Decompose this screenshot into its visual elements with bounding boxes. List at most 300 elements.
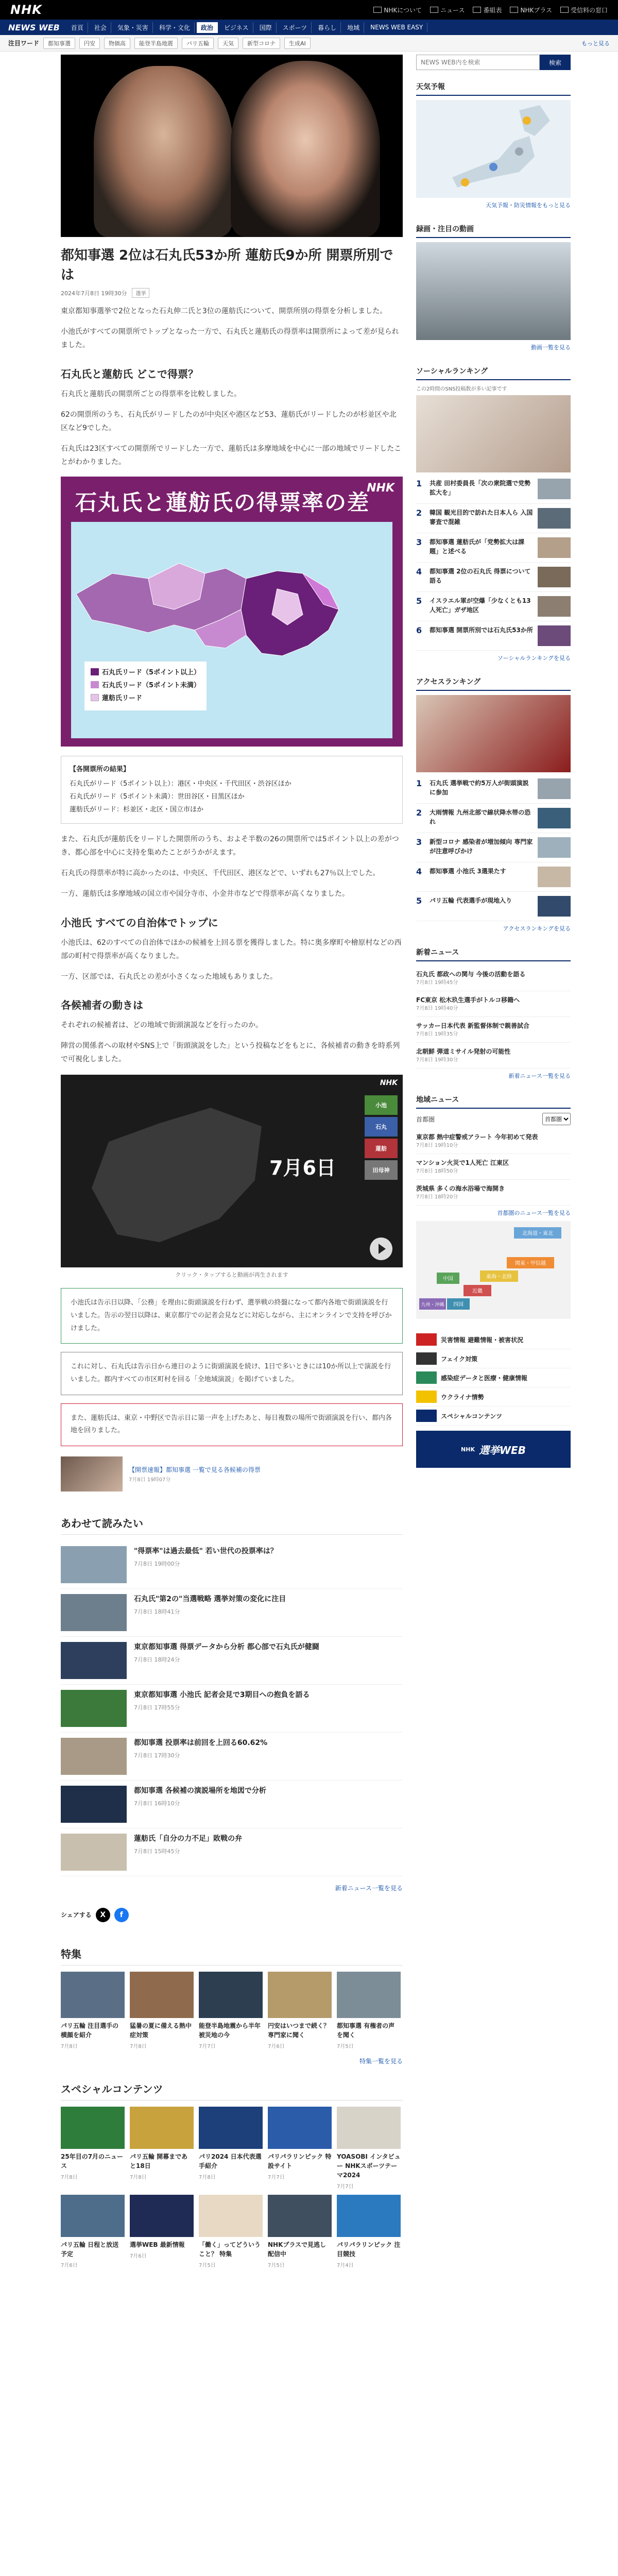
article-paragraph: 石丸氏の得票率が特に高かったのは、中央区、千代田区、港区などで、いずれも27％以上でした。 <box>61 869 380 878</box>
special-date: 7月8日 <box>130 2174 147 2180</box>
related-date: 7月8日 19時07分 <box>129 1477 171 1483</box>
regional-news-item[interactable] <box>416 1154 571 1180</box>
election-web-banner[interactable] <box>416 1431 571 1468</box>
feature-thumbnail <box>199 1972 263 2018</box>
ranking-title: 石丸氏 選挙戦で約5万人が街頭演説に参加 <box>430 779 529 796</box>
service-link[interactable] <box>416 1330 571 1349</box>
special-title: パリパラリンピック 特設サイト <box>268 2153 332 2170</box>
special-title: 「働く」ってどういうこと？ 特集 <box>199 2241 261 2258</box>
special-card[interactable] <box>268 2195 332 2268</box>
category-tab[interactable]: 国際 <box>255 22 277 33</box>
regional-news-title: マンション火災で1人死亡 江東区 <box>416 1159 509 1166</box>
rank-number: 2 <box>416 508 422 518</box>
latest-news-title: 北朝鮮 弾道ミサイル発射の可能性 <box>416 1048 511 1055</box>
special-title: パリパラリンピック 注目競技 <box>337 2241 401 2258</box>
regional-news-item[interactable] <box>416 1128 571 1154</box>
recommend-thumbnail <box>61 1690 127 1727</box>
rank-number: 5 <box>416 596 422 606</box>
features-heading: 特集 <box>61 1946 403 1965</box>
feature-thumbnail <box>268 1972 332 2018</box>
recommend-more-link[interactable]: 新着ニュース一覧を見る <box>335 1884 403 1892</box>
ranking-thumbnail <box>538 778 571 799</box>
trending-label: 注目ワード <box>8 40 40 47</box>
section-heading: 石丸氏と蓮舫氏 どこで得票？ <box>61 368 198 381</box>
rank-number: 3 <box>416 837 422 847</box>
special-thumbnail <box>199 2195 263 2237</box>
recommend-thumbnail <box>61 1642 127 1679</box>
video-date-label: 7月6日 <box>269 1157 336 1180</box>
article-paragraph: 小池氏は、62のすべての自治体でほかの候補を上回る票を獲得しました。特に奥多摩町や檜原村などの西部の町村で得票率が高くなりました。 <box>61 938 402 960</box>
region-select[interactable] <box>542 1113 571 1125</box>
region-block-label: 関東・甲信越 <box>515 1261 546 1266</box>
section-heading: 各候補者の動きは <box>61 999 143 1012</box>
ranking-title: 都知事選 2位の石丸氏 得票について語る <box>430 568 531 584</box>
legend-label: 石丸氏リード（5ポイント以上） <box>102 669 201 677</box>
latest-news-title: サッカー日本代表 新監督体制で親善試合 <box>416 1022 529 1029</box>
category-tab[interactable]: NEWS WEB EASY <box>366 23 427 32</box>
feature-card[interactable] <box>268 1972 332 2049</box>
feature-card[interactable] <box>337 1972 401 2049</box>
ranking-thumbnail <box>538 896 571 917</box>
category-bar <box>0 20 618 35</box>
special-card[interactable] <box>130 2195 194 2268</box>
recommend-thumbnail <box>61 1594 127 1631</box>
recommend-date: 7月8日 17時30分 <box>134 1752 180 1759</box>
legend-swatch <box>91 668 99 675</box>
legend-item <box>91 680 200 692</box>
special-date: 7月6日 <box>130 2253 147 2259</box>
camera-heading: 録画・注目の動画 <box>416 221 571 238</box>
sun-icon <box>523 116 531 125</box>
social-ranking-photo[interactable] <box>416 395 571 472</box>
special-thumbnail <box>130 2107 194 2149</box>
video-map <box>92 1095 262 1250</box>
recommend-date: 7月8日 17時55分 <box>134 1704 180 1711</box>
special-card[interactable] <box>337 2107 401 2190</box>
recommend-date: 7月8日 16時10分 <box>134 1800 180 1807</box>
article-paragraph: 陣営の関係者への取材やSNS上で「街頭演説をした」という投稿などをもとに、各候補者の動きを時系列で可視化しました。 <box>61 1042 400 1064</box>
feature-title: 都知事選 有権者の声を聞く <box>337 2022 395 2039</box>
hero-photo <box>61 55 403 237</box>
search-button[interactable]: 検索 <box>540 55 571 70</box>
article-paragraph: また、石丸氏が蓮舫氏をリードした開票所のうち、およそ半数の26の開票所では5ポイント以上の差がつき、都心部を中心に支持を集めたことがうかがえます。 <box>61 835 399 857</box>
results-summary-line: 石丸氏がリード（5ポイント以上）：港区・中央区・千代田区・渋谷区ほか <box>70 780 291 788</box>
category-tab[interactable]: ビジネス <box>220 22 253 33</box>
latest-news-item[interactable] <box>416 1043 571 1069</box>
fake-check-icon <box>416 1352 437 1365</box>
global-nav-label: NHKについて <box>384 6 422 14</box>
global-nav-item[interactable] <box>560 6 608 14</box>
regional-news-date: 7月8日 18時50分 <box>416 1168 458 1174</box>
recommend-title: 東京都知事選 得票データから分析 都心部で石丸氏が健闘 <box>134 1642 319 1651</box>
service-label: フェイク対策 <box>441 1355 478 1363</box>
service-link[interactable] <box>416 1387 571 1406</box>
recommend-item[interactable] <box>61 1828 403 1876</box>
share-bar <box>61 1908 403 1922</box>
camera-more-link[interactable]: 動画一覧を見る <box>531 344 571 351</box>
trending-tag[interactable]: 新型コロナ <box>243 38 280 49</box>
recommend-item[interactable] <box>61 1637 403 1685</box>
special-thumbnail <box>61 2107 125 2149</box>
feature-card[interactable] <box>61 1972 125 2049</box>
ranking-item[interactable] <box>416 592 571 621</box>
feature-date: 7月7日 <box>199 2043 216 2049</box>
special-title: 25年目の7月のニュース <box>61 2153 124 2170</box>
global-nav-label: ニュース <box>440 6 465 14</box>
regional-news-more-link[interactable]: 首都圏のニュース一覧を見る <box>497 1210 571 1216</box>
ukraine-icon <box>416 1391 437 1403</box>
sun-icon <box>461 178 469 187</box>
access-ranking-heading: アクセスランキング <box>416 673 571 691</box>
service-link[interactable] <box>416 1368 571 1387</box>
global-nav <box>373 6 608 14</box>
section-heading: 小池氏 すべての自治体でトップに <box>61 916 218 929</box>
ranking-item[interactable] <box>416 474 571 504</box>
special-thumbnail <box>61 2195 125 2237</box>
article-date: 2024年7月8日 19時30分 <box>61 290 127 297</box>
region-block-label: 東海・北陸 <box>486 1274 512 1280</box>
nhk-watermark: NHK <box>367 481 394 495</box>
ranking-title: 大雨情報 九州北部で線状降水帯の恐れ <box>430 809 531 825</box>
video-candidate: 小池 <box>365 1095 398 1115</box>
video-candidate: 田母神 <box>365 1160 398 1180</box>
feature-card[interactable] <box>199 1972 263 2049</box>
category-tab[interactable]: スポーツ <box>279 22 312 33</box>
regional-news-item[interactable] <box>416 1180 571 1206</box>
global-nav-item[interactable] <box>473 6 502 14</box>
region-block-label: 中国 <box>443 1276 453 1282</box>
trending-tag[interactable]: 能登半島地震 <box>134 38 178 49</box>
ranking-title: 韓国 観光目的で訪れた日本人ら 入国審査で混雑 <box>430 509 533 526</box>
video-candidate: 蓮舫 <box>365 1139 398 1158</box>
news-web-brand[interactable]: NEWS WEB <box>8 22 60 32</box>
special-thumbnail <box>130 2195 194 2237</box>
global-nav-item[interactable] <box>373 6 422 14</box>
feature-title: 猛暑の夏に備える熱中症対策 <box>130 2022 192 2039</box>
results-summary-heading: 【各開票所の結果】 <box>70 765 130 773</box>
article-paragraph: 一方、蓮舫氏は多摩地域の国立市や国分寺市、小金井市などで得票率が高くなりました。 <box>61 889 349 898</box>
latest-news-heading: 新着ニュース <box>416 944 571 961</box>
trending-tag[interactable]: 都知事選 <box>43 38 75 49</box>
regional-news-date: 7月8日 18時20分 <box>416 1194 458 1200</box>
latest-news-widget <box>416 944 571 1080</box>
legend-item <box>91 667 200 680</box>
special-date: 7月6日 <box>61 2262 78 2268</box>
vote-share-map-figure <box>61 477 403 747</box>
special-date: 7月5日 <box>199 2262 216 2268</box>
ranking-item[interactable] <box>416 504 571 533</box>
recommend-item[interactable] <box>61 1589 403 1637</box>
recommend-item[interactable] <box>61 1733 403 1781</box>
special-thumbnail <box>268 2195 332 2237</box>
features-more-link[interactable]: 特集一覧を見る <box>359 2057 403 2065</box>
ranking-title: 都知事選 小池氏 3選果たす <box>430 868 506 875</box>
recommend-thumbnail <box>61 1834 127 1871</box>
ranking-item[interactable] <box>416 804 571 833</box>
nhk-logo[interactable]: NHK <box>10 3 42 17</box>
camera-thumbnail[interactable] <box>416 242 571 340</box>
related-link[interactable] <box>61 1456 403 1492</box>
recommend-date: 7月8日 15時45分 <box>134 1848 180 1855</box>
rank-number: 6 <box>416 625 422 635</box>
feature-date: 7月5日 <box>337 2043 354 2049</box>
rank-number: 3 <box>416 537 422 547</box>
global-nav-item[interactable] <box>510 6 552 14</box>
latest-news-date: 7月8日 19時40分 <box>416 1006 458 1011</box>
feature-thumbnail <box>337 1972 401 2018</box>
recommend-title: 石丸氏"第2の"当選戦略 選挙対策の変化に注目 <box>134 1595 286 1603</box>
special-title: パリ五輪 開幕まであと18日 <box>130 2153 188 2170</box>
ranking-thumbnail <box>538 808 571 828</box>
special-grid <box>61 2107 403 2268</box>
campaign-movement-video[interactable] <box>61 1075 403 1267</box>
search-input[interactable] <box>416 55 540 70</box>
site-search <box>416 55 571 70</box>
latest-news-title: FC東京 松木玖生選手がトルコ移籍へ <box>416 996 520 1004</box>
candidate-note-koike: 小池氏は告示日以降、「公務」を理由に街頭演説を行わず、選挙戦の終盤になって都内各地で街頭演説を行いました。告示の翌日以降は、東京都庁での記者会見などに対応しながら、主にオンラインで支持を呼びかけました。 <box>61 1288 403 1344</box>
latest-news-title: 石丸氏 都政への関与 今後の活動を語る <box>416 971 526 978</box>
ranking-item[interactable] <box>416 774 571 804</box>
special-card[interactable] <box>61 2195 125 2268</box>
article-paragraph: 東京都知事選挙で2位となった石丸伸二氏と3位の蓮舫氏について、開票所別の得票を分析しました。 <box>61 307 387 316</box>
ranking-thumbnail <box>538 867 571 887</box>
access-ranking-more-link[interactable]: アクセスランキングを見る <box>503 925 571 932</box>
special-card[interactable] <box>61 2107 125 2190</box>
trending-tag[interactable]: 生成AI <box>284 38 311 49</box>
recommend-heading: あわせて読みたい <box>61 1515 403 1535</box>
disaster-icon <box>416 1333 437 1346</box>
features-grid <box>61 1972 403 2049</box>
special-card[interactable] <box>268 2107 332 2190</box>
feature-date: 7月8日 <box>130 2043 147 2049</box>
special-date: 7月4日 <box>337 2262 354 2268</box>
category-tab[interactable]: 社会 <box>90 22 111 33</box>
ranking-item[interactable] <box>416 563 571 592</box>
ranking-item[interactable] <box>416 833 571 862</box>
category-tab[interactable]: 首頁 <box>67 22 88 33</box>
category-tab[interactable]: 暮らし <box>314 22 341 33</box>
weather-heading: 天気予報 <box>416 78 571 96</box>
legend-swatch <box>91 681 99 688</box>
latest-news-item[interactable] <box>416 1017 571 1043</box>
ranking-thumbnail <box>538 537 571 558</box>
results-summary-box <box>61 756 403 824</box>
latest-news-more-link[interactable]: 新着ニュース一覧を見る <box>508 1073 571 1079</box>
legend-swatch <box>91 694 99 701</box>
ranking-thumbnail <box>538 508 571 529</box>
play-icon[interactable] <box>370 1238 392 1260</box>
service-link[interactable] <box>416 1349 571 1368</box>
category-tab[interactable]: 地域 <box>343 22 364 33</box>
social-ranking-widget <box>416 363 571 662</box>
x-share-icon[interactable]: X <box>96 1908 110 1922</box>
play-icon <box>510 7 518 13</box>
regional-news-heading: 地域ニュース <box>416 1091 571 1109</box>
legend-item <box>91 692 200 705</box>
rank-number: 5 <box>416 896 422 906</box>
special-title: 選挙WEB 最新情報 <box>130 2241 185 2248</box>
ranking-title: 都知事選 蓮舫氏が「党勢拡大は課題」と述べる <box>430 538 525 555</box>
global-nav-label: 受信料の窓口 <box>570 6 608 14</box>
category-tab-active[interactable]: 政治 <box>197 22 218 33</box>
medical-icon <box>416 1371 437 1384</box>
weather-widget <box>416 78 571 209</box>
region-block-label: 九州・沖縄 <box>421 1302 444 1308</box>
global-nav-item[interactable] <box>430 6 465 14</box>
rank-number: 4 <box>416 567 422 577</box>
region-map <box>416 1221 571 1319</box>
article-paragraph: それぞれの候補者は、どの地域で街頭演説などを行ったのか。 <box>61 1021 263 1030</box>
article-paragraph: 小池氏がすべての開票所でトップとなった一方で、石丸氏と蓮舫氏の得票率は開票所によって差が見られました。 <box>61 328 399 350</box>
special-title: NHKプラスで見逃し配信中 <box>268 2241 327 2258</box>
recommend-list <box>61 1541 403 1876</box>
rank-number: 1 <box>416 778 422 788</box>
ranking-thumbnail <box>538 596 571 617</box>
special-card[interactable] <box>337 2195 401 2268</box>
recommend-item[interactable] <box>61 1685 403 1733</box>
ranking-title: 都知事選 開票所別では石丸氏53か所 <box>430 626 533 634</box>
regional-news-date: 7月8日 19時10分 <box>416 1143 458 1148</box>
ranking-title: 新型コロナ 感染者が増加傾向 専門家が注意呼びかけ <box>430 838 533 855</box>
special-title: パリ五輪 日程と放送予定 <box>61 2241 119 2258</box>
special-title: パリ2024 日本代表選手紹介 <box>199 2153 262 2170</box>
weather-more-link[interactable]: 天気予報・防災情報をもっと見る <box>486 202 571 209</box>
special-date: 7月8日 <box>61 2174 78 2180</box>
ranking-item[interactable] <box>416 862 571 892</box>
cloud-icon <box>515 147 523 156</box>
article-meta <box>61 288 403 298</box>
video-candidate: 石丸 <box>365 1117 398 1137</box>
service-label: 災害情報 避難情報・被害状況 <box>441 1336 524 1344</box>
category-tab[interactable]: 科学・文化 <box>155 22 195 33</box>
special-thumbnail <box>268 2107 332 2149</box>
banner-small-label: NHK <box>461 1446 475 1453</box>
social-ranking-heading: ソーシャルランキング <box>416 363 571 380</box>
video-caption: クリック・タップすると動画が再生されます <box>175 1272 288 1279</box>
feature-thumbnail <box>61 1972 125 2018</box>
special-date: 7月8日 <box>199 2174 216 2180</box>
related-thumbnail <box>61 1456 123 1492</box>
candidate-photo-left <box>94 66 233 237</box>
service-label: ウクライナ情勢 <box>441 1393 484 1401</box>
map-legend <box>84 662 207 710</box>
news-icon <box>430 7 438 13</box>
feature-thumbnail <box>130 1972 194 2018</box>
trending-tag[interactable]: パリ五輪 <box>182 38 214 49</box>
special-date: 7月5日 <box>268 2262 285 2268</box>
related-title[interactable]: 【開票速報】都知事選 一覧で見る各候補の得票 <box>129 1466 261 1473</box>
access-ranking-photo[interactable] <box>416 695 571 772</box>
recommend-title: 都知事選 投票率は前回を上回る60.62% <box>134 1738 268 1747</box>
facebook-share-icon[interactable]: f <box>114 1908 129 1922</box>
nhk-watermark: NHK <box>380 1079 398 1088</box>
article-paragraph: 62の開票所のうち、石丸氏がリードしたのが中央区や港区など53、蓮舫氏がリードしたのが杉並区や北区など9でした。 <box>61 410 397 432</box>
recommend-date: 7月8日 19時00分 <box>134 1560 180 1567</box>
rank-number: 2 <box>416 808 422 818</box>
latest-news-date: 7月8日 19時35分 <box>416 1031 458 1037</box>
special-title: YOASOBI インタビュー NHKスポーツテーマ2024 <box>337 2153 401 2179</box>
category-tab[interactable]: 気象・災害 <box>113 22 153 33</box>
special-card[interactable] <box>199 2195 263 2268</box>
social-ranking-sub: この2時間のSNS投稿数が多い記事です <box>416 386 507 392</box>
recommend-date: 7月8日 18時41分 <box>134 1608 180 1615</box>
special-thumbnail <box>337 2107 401 2149</box>
recommend-date: 7月8日 18時24分 <box>134 1656 180 1663</box>
access-ranking-widget <box>416 673 571 933</box>
camera-widget <box>416 221 571 351</box>
tv-icon <box>473 7 481 13</box>
rank-number: 1 <box>416 479 422 488</box>
recommend-thumbnail <box>61 1546 127 1583</box>
candidate-photo-right <box>231 61 380 237</box>
region-block-label: 四国 <box>453 1302 464 1308</box>
region-selector-label: 首都圏 <box>416 1115 435 1123</box>
social-ranking-more-link[interactable]: ソーシャルランキングを見る <box>497 655 571 662</box>
weather-map[interactable] <box>416 100 571 198</box>
candidate-note-renho: また、蓮舫氏は、東京・中野区で告示日に第一声を上げたあと、毎日複数の場所で街頭演説を行い、都内各地を回りました。 <box>61 1403 403 1446</box>
article-column <box>61 55 403 2268</box>
trending-tag[interactable]: 円安 <box>79 38 100 49</box>
special-card[interactable] <box>199 2107 263 2190</box>
recommend-item[interactable] <box>61 1781 403 1828</box>
latest-news-date: 7月8日 19時30分 <box>416 1057 458 1063</box>
ranking-title: イスラエル軍が空爆「少なくとも13人死亡」ガザ地区 <box>430 597 531 614</box>
regional-news-widget <box>416 1091 571 1319</box>
recommend-title: 東京都知事選 小池氏 記者会見で3期目への抱負を語る <box>134 1690 310 1699</box>
video-candidate-list <box>365 1095 398 1183</box>
region-block-label: 北海道・東北 <box>522 1231 553 1236</box>
article-paragraph: 一方、区部では、石丸氏との差が小さくなった地域もありました。 <box>61 972 277 981</box>
service-link[interactable] <box>416 1406 571 1426</box>
candidate-note-ishimaru: これに対し、石丸氏は告示日から連日のように街頭演説を続け、1日で多いときには10か所以上で演説を行いました。都内すべての市区町村を回る「全地域演説」を掲げていました。 <box>61 1352 403 1395</box>
recommend-item[interactable] <box>61 1541 403 1589</box>
recommend-title: "得票率"は過去最低" 若い世代の投票率は？ <box>134 1547 278 1555</box>
services-widget <box>416 1330 571 1468</box>
ranking-title: パリ五輪 代表選手が現地入り <box>430 897 512 904</box>
special-content-icon <box>416 1410 437 1422</box>
ranking-thumbnail <box>538 479 571 499</box>
rain-icon <box>489 163 497 171</box>
ranking-thumbnail <box>538 625 571 646</box>
regional-news-title: 東京都 熱中症警戒アラート 今年初めて発表 <box>416 1133 538 1141</box>
global-nav-label: 番組表 <box>483 6 502 14</box>
sidebar <box>416 55 571 2268</box>
trending-more-link[interactable]: もっと見る <box>581 40 610 47</box>
feature-card[interactable] <box>130 1972 194 2049</box>
map-figure-title: 石丸氏と蓮舫氏の得票率の差 <box>75 489 370 515</box>
recommend-title: 都知事選 各候補の演説場所を地図で分析 <box>134 1786 266 1795</box>
category-badge[interactable]: 選挙 <box>132 288 149 298</box>
article-paragraph: 石丸氏と蓮舫氏の開票所ごとの得票率を比較しました。 <box>61 390 241 399</box>
latest-news-item[interactable] <box>416 991 571 1017</box>
global-header <box>0 0 618 20</box>
trending-tag[interactable]: 物価高 <box>104 38 130 49</box>
ranking-item[interactable] <box>416 892 571 921</box>
ranking-item[interactable] <box>416 621 571 651</box>
ranking-item[interactable] <box>416 533 571 563</box>
trending-tag[interactable]: 天気 <box>218 38 238 49</box>
special-card[interactable] <box>130 2107 194 2190</box>
latest-news-item[interactable] <box>416 965 571 991</box>
recommend-thumbnail <box>61 1738 127 1775</box>
feature-date: 7月8日 <box>61 2043 78 2049</box>
regional-news-title: 茨城県 多くの海水浴場で海開き <box>416 1185 505 1192</box>
legend-label: 石丸氏リード（5ポイント未満） <box>102 682 201 690</box>
ranking-thumbnail <box>538 567 571 587</box>
legend-label: 蓮舫氏リード <box>102 694 143 702</box>
banner-label: 選挙WEB <box>478 1444 526 1456</box>
feature-date: 7月6日 <box>268 2043 285 2049</box>
